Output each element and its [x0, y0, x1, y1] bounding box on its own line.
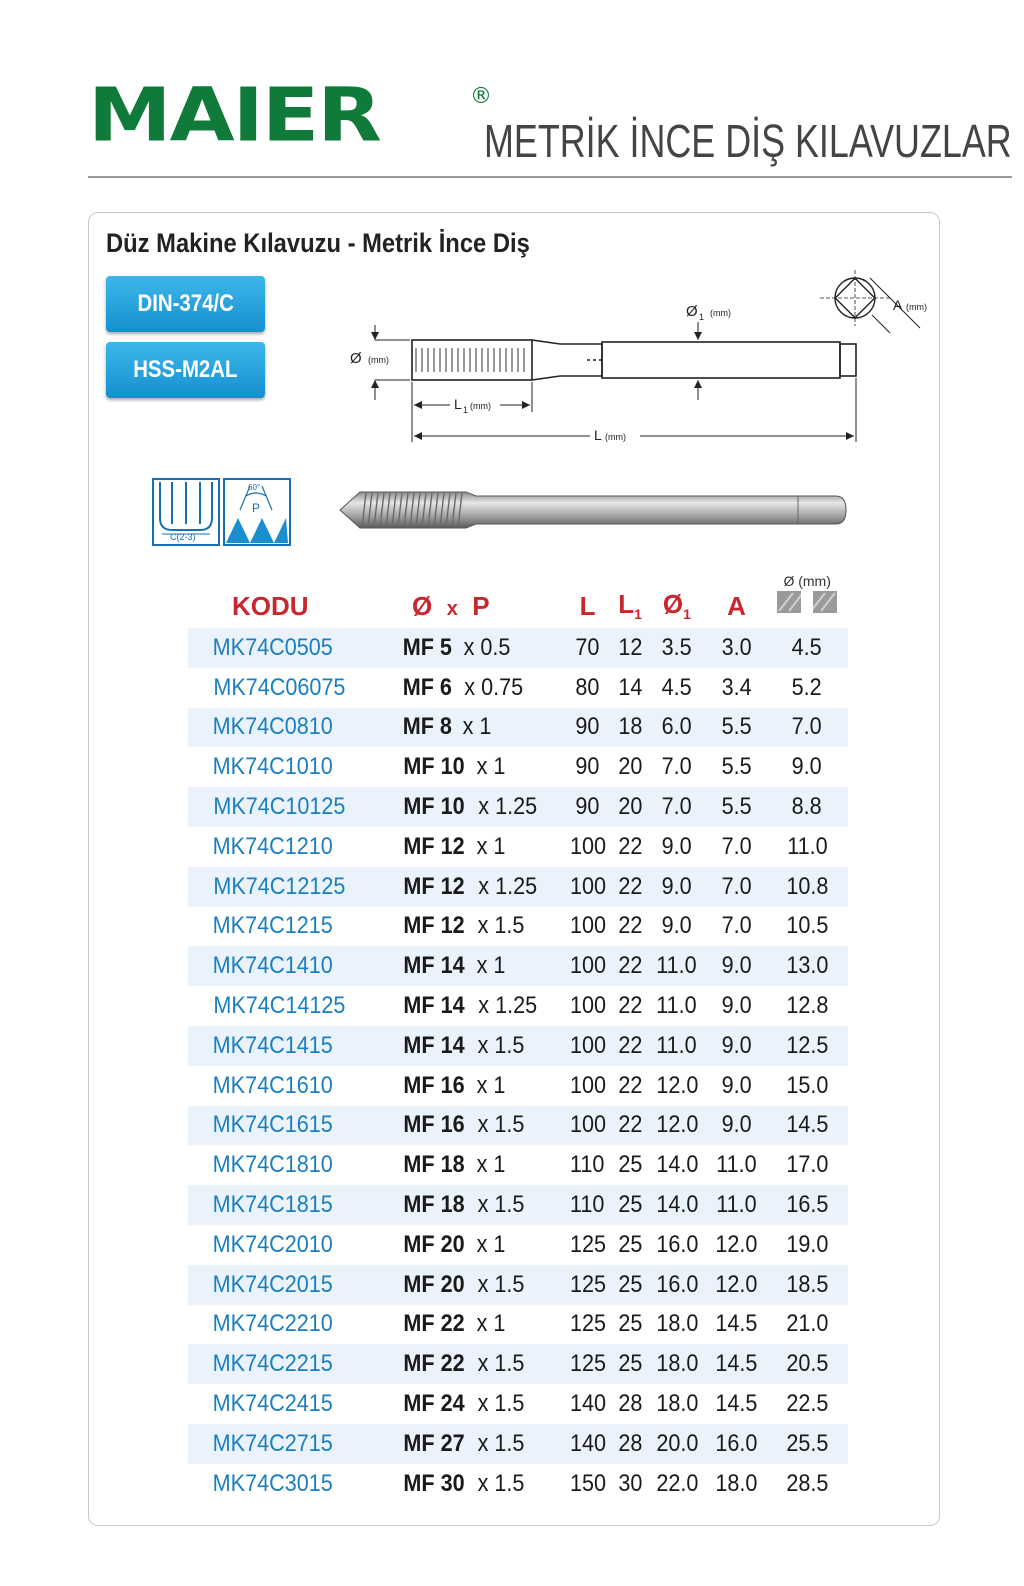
table-row [188, 1265, 848, 1305]
cell-l: 90 [562, 708, 613, 748]
cell-code: MK74C1610 [212, 1071, 333, 1099]
cell-drill: 22.5 [786, 1390, 829, 1418]
cell-code: MK74C3015 [212, 1469, 333, 1497]
cell-drill: 7.0 [766, 708, 848, 748]
table-row [188, 668, 848, 708]
cell-l1: 28 [618, 1390, 643, 1418]
cell-l: 100 [562, 1106, 613, 1146]
cell-l1: 25 [618, 1310, 643, 1338]
cell-drill: 12.8 [786, 992, 829, 1020]
l1-label: L [454, 396, 462, 412]
cell-thread-spec: MF 12 x 1.25 [392, 867, 562, 907]
cell-l: 100 [569, 992, 606, 1020]
cell-a: 11.0 [707, 1185, 767, 1225]
cell-l1: 25 [618, 1151, 643, 1179]
cell-d1: 3.5 [647, 628, 707, 668]
header-a: A [727, 591, 746, 621]
cell-a: 14.5 [715, 1310, 758, 1338]
cell-thread-spec: MF 10 x 1.25 [392, 787, 562, 827]
standard-badge: DIN-374/C [106, 276, 265, 332]
card-title: Düz Makine Kılavuzu - Metrik İnce Diş [106, 228, 530, 258]
cell-code: MK74C2015 [188, 1265, 392, 1305]
cell-drill: 20.5 [766, 1344, 848, 1384]
table-row [188, 946, 848, 986]
cell-drill: 19.0 [786, 1230, 829, 1258]
cell-a: 12.0 [707, 1265, 767, 1305]
cell-code: MK74C0505 [188, 628, 392, 668]
cell-l1: 25 [613, 1344, 647, 1384]
cell-code: MK74C0810 [188, 708, 392, 748]
cell-d1: 12.0 [655, 1071, 698, 1099]
cell-thread-spec: MF 20 x 1.5 [392, 1265, 562, 1305]
cell-a: 7.0 [721, 832, 752, 860]
cell-code: MK74C2415 [212, 1390, 333, 1418]
cell-code: MK74C1215 [212, 912, 333, 940]
l1-sub: 1 [463, 405, 469, 415]
cell-thread-spec: MF 8 x 1 [392, 708, 562, 748]
cell-drill: 28.5 [786, 1469, 829, 1497]
cell-code: MK74C12125 [188, 867, 392, 907]
cell-thread-spec: MF 27 x 1.5 [392, 1424, 562, 1464]
header-l: L [579, 591, 596, 621]
cell-a: 9.0 [721, 992, 752, 1020]
cell-a: 9.0 [721, 1071, 752, 1099]
cell-d1: 14.0 [647, 1185, 707, 1225]
page-title: METRİK İNCE DİŞ KILAVUZLAR [484, 115, 1012, 167]
table-row [188, 827, 848, 867]
cell-drill: 9.0 [792, 753, 823, 781]
cell-a: 12.0 [715, 1230, 758, 1258]
cell-a: 5.5 [707, 708, 767, 748]
cell-d1: 16.0 [647, 1265, 707, 1305]
cell-a: 18.0 [715, 1469, 758, 1497]
cell-d1: 11.0 [647, 946, 707, 986]
cell-a: 14.5 [715, 1390, 758, 1418]
cell-a: 5.5 [721, 753, 752, 781]
tap-technical-drawing [330, 270, 950, 450]
cell-l: 90 [575, 753, 600, 781]
cell-drill: 12.5 [766, 1026, 848, 1066]
cell-a: 16.0 [707, 1424, 767, 1464]
angle-label: 60° [248, 483, 261, 492]
l-label: L [594, 427, 602, 443]
cell-drill: 18.5 [766, 1265, 848, 1305]
specification-table [188, 560, 848, 1504]
cell-d1: 18.0 [655, 1310, 698, 1338]
cell-a: 7.0 [707, 867, 767, 907]
cell-d1: 11.0 [656, 992, 698, 1020]
cell-code: MK74C10125 [188, 787, 392, 827]
cell-thread-spec: MF 12 x 1.5 [403, 912, 525, 940]
diameter-unit: (mm) [368, 355, 389, 365]
cell-l: 80 [575, 673, 600, 701]
brand-logo: MAIER [88, 71, 380, 159]
cell-l1: 22 [618, 1071, 643, 1099]
cell-a: 9.0 [707, 946, 767, 986]
header-spec: Ø x P [412, 591, 490, 621]
cell-l: 100 [562, 1026, 613, 1066]
cell-l1: 22 [613, 1106, 647, 1146]
table-row [188, 867, 848, 907]
cell-d1: 9.0 [661, 832, 692, 860]
cell-thread-spec: MF 14 x 1 [392, 946, 562, 986]
cell-l1: 22 [613, 867, 647, 907]
cell-l1: 12 [613, 628, 647, 668]
cell-code: MK74C1815 [188, 1185, 392, 1225]
cell-d1: 20.0 [647, 1424, 707, 1464]
cell-l: 125 [569, 1230, 606, 1258]
table-row [188, 1145, 848, 1185]
table-row [188, 907, 848, 947]
table-header-row [188, 560, 848, 628]
cell-l: 125 [569, 1310, 606, 1338]
cell-l1: 20 [618, 753, 643, 781]
table-row [188, 1424, 848, 1464]
cell-l: 110 [562, 1185, 613, 1225]
cell-d1: 6.0 [647, 708, 707, 748]
cell-a: 9.0 [707, 1106, 767, 1146]
cell-drill: 4.5 [766, 628, 848, 668]
cell-code: MK74C06075 [213, 673, 346, 701]
cell-l1: 18 [613, 708, 647, 748]
cell-thread-spec: MF 5 x 0.5 [392, 628, 562, 668]
cell-l1: 14 [618, 673, 643, 701]
l1-unit: (mm) [470, 401, 491, 411]
cell-thread-spec: MF 14 x 1.25 [403, 992, 537, 1020]
cell-d1: 12.0 [647, 1106, 707, 1146]
cell-code: MK74C14125 [213, 992, 346, 1020]
cell-l1: 22 [618, 912, 643, 940]
header-l1: $L_1$ [618, 588, 642, 622]
drill-hole-icon [775, 589, 839, 615]
cell-l1: 28 [613, 1424, 647, 1464]
cell-l1: 22 [618, 992, 643, 1020]
table-row [188, 1464, 848, 1504]
cell-code: MK74C1010 [212, 753, 333, 781]
cell-l: 110 [570, 1151, 605, 1179]
cell-thread-spec: MF 22 x 1 [403, 1310, 506, 1338]
cell-d1: 9.0 [661, 912, 692, 940]
cell-drill: 5.2 [792, 673, 823, 701]
table-row [188, 628, 848, 668]
cell-l: 100 [562, 867, 613, 907]
cell-thread-spec: MF 24 x 1.5 [403, 1390, 525, 1418]
cell-thread-spec: MF 22 x 1.5 [392, 1344, 562, 1384]
cell-thread-spec: MF 16 x 1 [403, 1071, 506, 1099]
header-drill: Ø (mm) [766, 560, 848, 628]
d1-sub: 1 [699, 312, 705, 322]
a-unit: (mm) [906, 302, 927, 312]
a-label: A [893, 297, 903, 313]
table-row [188, 787, 848, 827]
cell-drill: 11.0 [786, 832, 828, 860]
cell-a: 7.0 [721, 912, 752, 940]
cell-d1: 11.0 [647, 1026, 707, 1066]
cell-l: 125 [562, 1265, 613, 1305]
cell-l1: 20 [613, 787, 647, 827]
tap-product-image [336, 478, 848, 542]
cell-drill: 15.0 [786, 1071, 829, 1099]
cell-thread-spec: MF 10 x 1 [403, 753, 506, 781]
cell-a: 14.5 [707, 1344, 767, 1384]
cell-d1: 18.0 [647, 1344, 707, 1384]
cell-drill: 21.0 [786, 1310, 829, 1338]
cell-drill: 8.8 [766, 787, 848, 827]
cell-a: 3.0 [707, 628, 767, 668]
table-row [188, 747, 848, 787]
cell-code: MK74C1615 [188, 1106, 392, 1146]
cell-l: 70 [562, 628, 613, 668]
table-row [188, 1384, 848, 1424]
cell-thread-spec: MF 16 x 1.5 [392, 1106, 562, 1146]
table-row [188, 1225, 848, 1265]
cell-code: MK74C2715 [188, 1424, 392, 1464]
cell-code: MK74C1410 [188, 946, 392, 986]
cell-l1: 25 [613, 1265, 647, 1305]
thread-pictograms [152, 478, 292, 546]
cell-a: 11.0 [716, 1151, 757, 1179]
cell-thread-spec: MF 30 x 1.5 [403, 1469, 525, 1497]
cell-thread-spec: MF 6 x 0.75 [402, 673, 524, 701]
cell-drill: 25.5 [766, 1424, 848, 1464]
cell-l: 140 [562, 1424, 613, 1464]
cell-code: MK74C2210 [212, 1310, 333, 1338]
cell-l: 100 [569, 912, 606, 940]
cell-drill: 16.5 [766, 1185, 848, 1225]
cell-d1: 7.0 [647, 787, 707, 827]
table-row [188, 1305, 848, 1345]
header-d1: $Ø_1$ [662, 588, 691, 622]
cell-code: MK74C1810 [212, 1151, 333, 1179]
registered-mark: ® [470, 84, 492, 109]
cell-drill: 17.0 [786, 1151, 829, 1179]
table-row [188, 1106, 848, 1146]
cell-l1: 22 [613, 946, 647, 986]
cell-drill: 13.0 [766, 946, 848, 986]
cell-l: 100 [562, 946, 613, 986]
chamfer-label: C(2-3) [170, 532, 196, 542]
cell-l: 140 [569, 1390, 606, 1418]
cell-l1: 22 [618, 832, 643, 860]
d1-label: Ø [686, 303, 698, 320]
cell-thread-spec: MF 20 x 1 [403, 1230, 506, 1258]
cell-d1: 22.0 [655, 1469, 698, 1497]
thread-section [412, 340, 532, 380]
cell-thread-spec: MF 18 x 1.5 [392, 1185, 562, 1225]
cell-code: MK74C1415 [188, 1026, 392, 1066]
cell-l: 150 [569, 1469, 606, 1497]
cell-drill: 10.8 [766, 867, 848, 907]
cell-code: MK74C2215 [188, 1344, 392, 1384]
cell-l: 90 [562, 787, 613, 827]
cell-d1: 18.0 [655, 1390, 698, 1418]
cell-l1: 22 [613, 1026, 647, 1066]
cell-a: 5.5 [707, 787, 767, 827]
table-row [188, 1026, 848, 1066]
cell-code: MK74C2010 [212, 1230, 333, 1258]
material-badge: HSS-M2AL [106, 342, 265, 398]
cell-l: 100 [569, 1071, 606, 1099]
d1-unit: (mm) [710, 308, 731, 318]
cell-a: 9.0 [707, 1026, 767, 1066]
table-row [188, 708, 848, 748]
table-row [188, 1185, 848, 1225]
table-row [188, 1066, 848, 1106]
cell-thread-spec: MF 18 x 1 [403, 1151, 506, 1179]
cell-code: MK74C1210 [212, 832, 333, 860]
diameter-label: Ø [350, 350, 362, 367]
table-row [188, 1344, 848, 1384]
cell-l: 100 [569, 832, 606, 860]
cell-thread-spec: MF 14 x 1.5 [392, 1026, 562, 1066]
cell-d1: 16.0 [655, 1230, 698, 1258]
header-divider [88, 176, 1012, 178]
l-unit: (mm) [605, 432, 626, 442]
cell-thread-spec: MF 12 x 1 [403, 832, 506, 860]
cell-l: 125 [562, 1344, 613, 1384]
table-body [188, 628, 848, 1504]
cell-a: 3.4 [721, 673, 752, 701]
table-row [188, 986, 848, 1026]
cell-d1: 4.5 [661, 673, 692, 701]
cell-d1: 7.0 [661, 753, 692, 781]
cell-d1: 9.0 [647, 867, 707, 907]
cell-l1: 30 [618, 1469, 643, 1497]
pitch-label: P [252, 501, 261, 515]
cell-drill: 14.5 [766, 1106, 848, 1146]
cell-drill: 10.5 [786, 912, 829, 940]
cell-d1: 14.0 [655, 1151, 698, 1179]
header-code: KODU [232, 591, 309, 621]
cell-l1: 25 [618, 1230, 643, 1258]
cell-l1: 25 [613, 1185, 647, 1225]
